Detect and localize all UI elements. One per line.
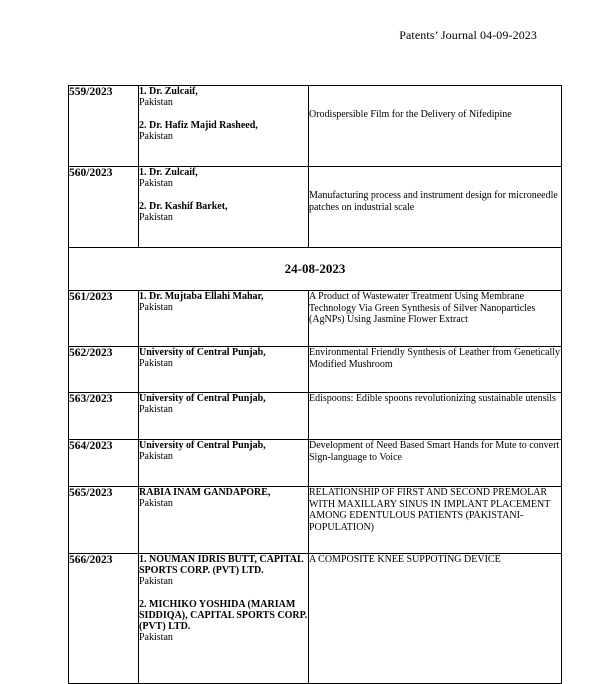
applicants-cell bbox=[139, 487, 309, 554]
applicants-cell bbox=[139, 347, 309, 393]
applicants-cell bbox=[139, 291, 309, 347]
applicant-name: 2. Dr. Kashif Barket, bbox=[139, 201, 228, 212]
applicant bbox=[139, 291, 308, 314]
applicant-name: 1. NOUMAN IDRIS BUTT, CAPITAL SPORTS CORP. (PVT) LTD. bbox=[139, 554, 304, 576]
application-number: 566/2023 bbox=[69, 554, 139, 684]
invention-title: Manufacturing process and instrument design for microneedle patches on industrial scale bbox=[309, 167, 562, 248]
applicant-name: 1. Dr. Zulcaif, bbox=[139, 167, 198, 178]
application-number: 559/2023 bbox=[69, 86, 139, 167]
applicant-country: Pakistan bbox=[139, 498, 173, 509]
application-number: 562/2023 bbox=[69, 347, 139, 393]
applicant-country: Pakistan bbox=[139, 212, 173, 223]
applicants-cell bbox=[139, 554, 309, 684]
invention-title: Orodispersible Film for the Delivery of Nifedipine bbox=[309, 86, 562, 167]
applicant-country: Pakistan bbox=[139, 632, 173, 643]
applicant-country: Pakistan bbox=[139, 358, 173, 369]
applicants-cell bbox=[139, 440, 309, 487]
applicant bbox=[139, 86, 308, 109]
invention-title: A Product of Wastewater Treatment Using Membrane Technology Via Green Synthesis of Silver Nanoparticles (AgNPs) Using Jasmine Flower Extract bbox=[309, 291, 562, 347]
applicant-country: Pakistan bbox=[139, 178, 173, 189]
applicants-cell bbox=[139, 393, 309, 440]
table-row bbox=[69, 440, 562, 487]
applicant bbox=[139, 440, 308, 463]
applicant-country: Pakistan bbox=[139, 451, 173, 462]
applicant-name: 2. Dr. Hafiz Majid Rasheed, bbox=[139, 120, 258, 131]
table-row bbox=[69, 347, 562, 393]
application-number: 565/2023 bbox=[69, 487, 139, 554]
invention-title: RELATIONSHIP OF FIRST AND SECOND PREMOLAR WITH MAXILLARY SINUS IN IMPLANT PLACEMENT AMONG EDENTULOUS PATIENTS (PAKISTANI-POPULATION) bbox=[309, 487, 562, 554]
filing-date-heading: 24-08-2023 bbox=[69, 248, 562, 291]
table-row bbox=[69, 291, 562, 347]
applicant-country: Pakistan bbox=[139, 302, 173, 313]
applicants-cell bbox=[139, 86, 309, 167]
application-number: 564/2023 bbox=[69, 440, 139, 487]
applicant-name: University of Central Punjab, bbox=[139, 440, 266, 451]
invention-title: A COMPOSITE KNEE SUPPOTING DEVICE bbox=[309, 554, 562, 684]
applicant-country: Pakistan bbox=[139, 131, 173, 142]
applicant-name: RABIA INAM GANDAPORE, bbox=[139, 487, 271, 498]
application-number: 560/2023 bbox=[69, 167, 139, 248]
table-row bbox=[69, 167, 562, 248]
applicant bbox=[139, 393, 308, 416]
applicant bbox=[139, 487, 308, 510]
applicant-name: 1. Dr. Mujtaba Ellahi Mahar, bbox=[139, 291, 264, 302]
applicant-name: 1. Dr. Zulcaif, bbox=[139, 86, 198, 97]
application-number: 563/2023 bbox=[69, 393, 139, 440]
applicant-country: Pakistan bbox=[139, 576, 173, 587]
applicant bbox=[139, 201, 308, 224]
applicant-name: University of Central Punjab, bbox=[139, 347, 266, 358]
applicant-name: 2. MICHIKO YOSHIDA (MARIAM SIDDIQA), CAPITAL SPORTS CORP. (PVT) LTD. bbox=[139, 599, 308, 632]
application-number: 561/2023 bbox=[69, 291, 139, 347]
table-row bbox=[69, 86, 562, 167]
applicant bbox=[139, 120, 308, 143]
applicant bbox=[139, 347, 308, 370]
applicant-country: Pakistan bbox=[139, 97, 173, 108]
journal-header: Patents’ Journal 04-09-2023 bbox=[399, 28, 537, 42]
applicant-name: University of Central Punjab, bbox=[139, 393, 266, 404]
patents-table bbox=[68, 85, 562, 684]
invention-title: Edispoons: Edible spoons revolutionizing sustainable utensils bbox=[309, 393, 562, 440]
date-heading-row bbox=[69, 248, 562, 291]
applicant bbox=[139, 554, 308, 588]
applicants-cell bbox=[139, 167, 309, 248]
table-row bbox=[69, 487, 562, 554]
invention-title: Development of Need Based Smart Hands for Mute to convert Sign-language to Voice bbox=[309, 440, 562, 487]
applicant bbox=[139, 167, 308, 190]
applicant-country: Pakistan bbox=[139, 404, 173, 415]
applicant bbox=[139, 599, 308, 644]
table-row bbox=[69, 393, 562, 440]
table-row bbox=[69, 554, 562, 684]
invention-title: Environmental Friendly Synthesis of Leather from Genetically Modified Mushroom bbox=[309, 347, 562, 393]
